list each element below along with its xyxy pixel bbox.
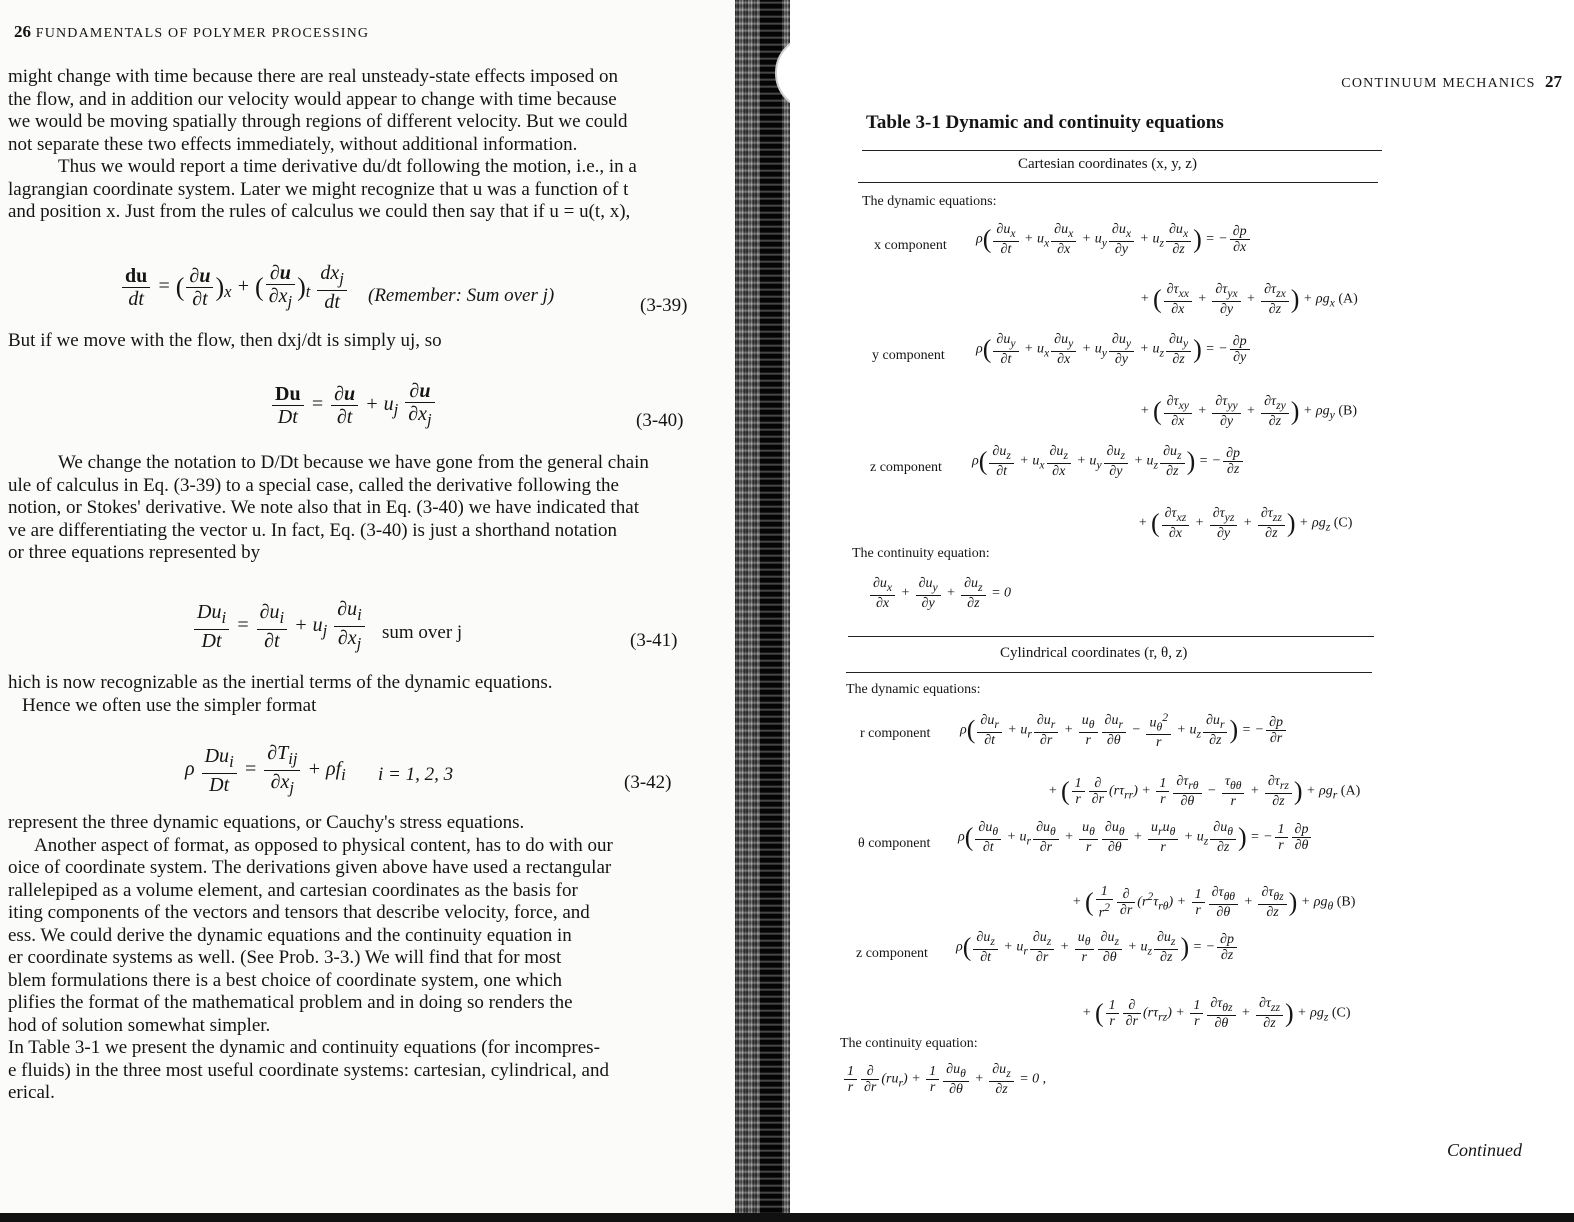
cylindrical-r-equation-line2: + ( $\frac{1}{r}$ $\frac{\partial}{\partial r}$ $(r\tau_{rr})$ + $\frac{1}{r}$ $\frac{\partial\tau_{r\theta}}{\partial\theta}$ − $\frac{\tau_{\theta\theta}}{r}$ + $\frac{\partial\tau_{rz}}{\partial z}$ ) + $\rho g_r$ (A) bbox=[1048, 774, 1361, 809]
cartesian-continuity-label: The continuity equation: bbox=[852, 546, 990, 561]
equation-3-39-remark: (Remember: Sum over j) bbox=[368, 285, 555, 306]
equation-3-40: $\frac{Du}{Dt}$ = $\frac{\partial u}{\partial t}$ + $u_j$ $\frac{\partial u}{\partial x_j}$ bbox=[270, 380, 437, 431]
bottom-edge-rule bbox=[0, 1213, 1574, 1222]
text-line: Hence we often use the simpler format bbox=[22, 694, 317, 716]
cylindrical-z-equation-line1: ρ( $\frac{\partial u_z}{\partial t}$ + $u_r$ $\frac{\partial u_z}{\partial r}$ + $\frac{u_\theta}{r}$ $\frac{\partial u_z}{\partial\theta}$ + $u_z$ $\frac{\partial u_z}{\partial z}$ ) = − $\frac{\partial p}{\partial z}$ bbox=[956, 930, 1239, 965]
cylindrical-theta-label: θ component bbox=[858, 836, 931, 851]
equation-3-41-number: (3-41) bbox=[630, 630, 678, 651]
text-line: lagrangian coordinate system. Later we might recognize that u was a function of t bbox=[8, 178, 629, 200]
cartesian-tag-b: (B) bbox=[1338, 403, 1357, 419]
table-title: Table 3-1 Dynamic and continuity equations bbox=[866, 112, 1224, 133]
cartesian-heading-rule bbox=[858, 182, 1378, 183]
text-line: ve are differentiating the vector u. In fact, Eq. (3-40) is just a shorthand notation bbox=[8, 519, 618, 541]
cartesian-y-equation-line2: + ( $\frac{\partial\tau_{xy}}{\partial x}$ + $\frac{\partial\tau_{yy}}{\partial y}$ + $\frac{\partial\tau_{zy}}{\partial z}$ ) + $\rho g_y$ (B) bbox=[1140, 394, 1357, 429]
text-line: the flow, and in addition our velocity would appear to change with time because bbox=[8, 88, 617, 110]
cylindrical-heading: Cylindrical coordinates (r, θ, z) bbox=[1000, 645, 1188, 661]
equation-3-39: $\frac{du}{dt}$ = ( $\frac{\partial u}{\partial t}$ )$_x$ + ( $\frac{\partial u}{\partial x_j}$ )$_t$ $\frac{dx_j}{dt}$ bbox=[120, 262, 349, 313]
paragraph-4 bbox=[8, 672, 708, 717]
cartesian-z-equation-line2: + ( $\frac{\partial\tau_{xz}}{\partial x}$ + $\frac{\partial\tau_{yz}}{\partial y}$ + $\frac{\partial\tau_{zz}}{\partial z}$ ) + $\rho g_z$ (C) bbox=[1138, 506, 1353, 541]
cartesian-heading: Cartesian coordinates (x, y, z) bbox=[1018, 156, 1197, 172]
line-after-3-39: But if we move with the flow, then dxj/dt is simply uj, so bbox=[8, 330, 442, 351]
cylindrical-continuity-label: The continuity equation: bbox=[840, 1036, 978, 1051]
equation-3-39-number: (3-39) bbox=[640, 295, 688, 316]
text-line: Thus we would report a time derivative du/dt following the motion, i.e., in a bbox=[58, 156, 637, 177]
paragraph-5 bbox=[8, 812, 708, 1105]
text-line: might change with time because there are real unsteady-state effects imposed on bbox=[8, 66, 619, 87]
text-line: iting components of the vectors and tensors that describe velocity, force, and bbox=[8, 902, 590, 923]
text-line: rallelepiped as a volume element, and cartesian coordinates as the basis for bbox=[8, 879, 578, 901]
text-line: blem formulations there is a best choice of coordinate system, one which bbox=[8, 969, 563, 991]
right-page-header bbox=[1341, 72, 1562, 92]
text-line: e fluids) in the three most useful coordinate systems: cartesian, cylindrical, and bbox=[8, 1059, 609, 1081]
equation-3-41: $\frac{Du_i}{Dt}$ = $\frac{\partial u_i}{\partial t}$ + $u_j$ $\frac{\partial u_i}{\partial x_j}$ bbox=[192, 598, 367, 655]
cylindrical-r-label: r component bbox=[860, 726, 931, 741]
text-line: hod of solution somewhat simpler. bbox=[8, 1014, 271, 1036]
table-top-rule bbox=[862, 150, 1382, 151]
cartesian-x-label: x component bbox=[874, 238, 947, 253]
equation-3-42-range: i = 1, 2, 3 bbox=[378, 764, 454, 785]
cylindrical-theta-equation-line1: ρ( $\frac{\partial u_\theta}{\partial t}$ + $u_r$ $\frac{\partial u_\theta}{\partial r}$ + $\frac{u_\theta}{r}$ $\frac{\partial u_\theta}{\partial\theta}$ + $\frac{u_ru_\theta}{r}$ + $u_z$ $\frac{\partial u_\theta}{\partial z}$ ) = − $\frac{1}{r}$ $\frac{\partial p}{\partial\theta}$ bbox=[958, 820, 1313, 855]
text-line: we would be moving spatially through regions of different velocity. But we could bbox=[8, 111, 628, 132]
text-line: notion, or Stokes' derivative. We note also that in Eq. (3-40) we have indicated that bbox=[8, 497, 640, 518]
cartesian-z-label: z component bbox=[870, 460, 942, 475]
text-line: or three equations represented by bbox=[8, 542, 261, 563]
left-running-title: FUNDAMENTALS OF POLYMER PROCESSING bbox=[35, 26, 370, 41]
text-line: hich is now recognizable as the inertial terms of the dynamic equations. bbox=[8, 672, 553, 693]
text-line: not separate these two effects immediately, without additional information. bbox=[8, 133, 578, 155]
text-line: represent the three dynamic equations, or Cauchy's stress equations. bbox=[8, 812, 525, 833]
left-page-number: 26 bbox=[14, 22, 31, 41]
cylindrical-z-equation-line2: + ( $\frac{1}{r}$ $\frac{\partial}{\partial r}$ $(r\tau_{rz})$ + $\frac{1}{r}$ $\frac{\partial\tau_{\theta z}}{\partial\theta}$ + $\frac{\partial\tau_{zz}}{\partial z}$ ) + $\rho g_z$ (C) bbox=[1082, 996, 1351, 1031]
text-line: erical. bbox=[8, 1082, 55, 1103]
text-line: and position x. Just from the rules of calculus we could then say that if u = u(t, x), bbox=[8, 201, 631, 222]
equation-3-41-remark: sum over j bbox=[382, 622, 463, 643]
cylindrical-tag-a: (A) bbox=[1340, 783, 1361, 799]
right-page-number: 27 bbox=[1545, 72, 1562, 91]
text-line: ule of calculus in Eq. (3-39) to a special case, called the derivative following the bbox=[8, 474, 619, 496]
cylindrical-r-equation-line1: ρ( $\frac{\partial u_r}{\partial t}$ + $u_r$ $\frac{\partial u_r}{\partial r}$ + $\frac{u_\theta}{r}$ $\frac{\partial u_r}{\partial\theta}$ − $\frac{u_\theta^2}{r}$ + $u_z$ $\frac{\partial u_r}{\partial z}$ ) = − $\frac{\partial p}{\partial r}$ bbox=[960, 710, 1288, 750]
equation-3-42: ρ $\frac{Du_i}{Dt}$ = $\frac{\partial T_{ij}}{\partial x_j}$ + $\rho f_i$ bbox=[185, 742, 346, 797]
cartesian-continuity-equation: $\frac{\partial u_x}{\partial x}$ + $\frac{\partial u_y}{\partial y}$ + $\frac{\partial u_z}{\partial z}$ = 0 bbox=[868, 576, 1011, 611]
cylindrical-tag-c: (C) bbox=[1331, 1005, 1351, 1021]
text-line: We change the notation to D/Dt because we have gone from the general chain bbox=[58, 452, 649, 473]
cartesian-tag-c: (C) bbox=[1333, 515, 1353, 531]
cartesian-y-equation-line1: ρ( $\frac{\partial u_y}{\partial t}$ + $u_x$ $\frac{\partial u_y}{\partial x}$ + $u_y$ $\frac{\partial u_y}{\partial y}$ + $u_z$ $\frac{\partial u_y}{\partial z}$ ) = − $\frac{\partial p}{\partial y}$ bbox=[976, 332, 1252, 367]
continued-note: Continued bbox=[1447, 1140, 1522, 1160]
text-line: oice of coordinate system. The derivations given above have used a rectangular bbox=[8, 857, 612, 878]
text-line: Another aspect of format, as opposed to physical content, has to do with our bbox=[34, 834, 613, 856]
right-running-title: CONTINUUM MECHANICS bbox=[1341, 76, 1536, 91]
cylindrical-theta-equation-line2: + ( $\frac{1}{r^2}$ $\frac{\partial}{\partial r}$ $(r^2\tau_{r\theta})$ + $\frac{1}{r}$ $\frac{\partial\tau_{\theta\theta}}{\partial\theta}$ + $\frac{\partial\tau_{\theta z}}{\partial z}$ ) + $\rho g_\theta$ (B) bbox=[1072, 884, 1356, 921]
cartesian-x-equation-line2: + ( $\frac{\partial\tau_{xx}}{\partial x}$ + $\frac{\partial\tau_{yx}}{\partial y}$ + $\frac{\partial\tau_{zx}}{\partial z}$ ) + $\rho g_x$ (A) bbox=[1140, 282, 1358, 317]
cartesian-z-equation-line1: ρ( $\frac{\partial u_z}{\partial t}$ + $u_x$ $\frac{\partial u_z}{\partial x}$ + $u_y$ $\frac{\partial u_z}{\partial y}$ + $u_z$ $\frac{\partial u_z}{\partial z}$ ) = − $\frac{\partial p}{\partial z}$ bbox=[972, 444, 1245, 479]
cylindrical-top-rule bbox=[848, 636, 1374, 637]
cylindrical-heading-rule bbox=[846, 672, 1372, 673]
equation-3-42-number: (3-42) bbox=[624, 772, 672, 793]
text-line: er coordinate systems as well. (See Prob. 3-3.) We will find that for most bbox=[8, 947, 562, 968]
cartesian-y-label: y component bbox=[872, 348, 945, 363]
cylindrical-dynamic-label: The dynamic equations: bbox=[846, 682, 981, 697]
cylindrical-z-label: z component bbox=[856, 946, 928, 961]
paragraph-3 bbox=[8, 452, 708, 565]
cartesian-tag-a: (A) bbox=[1338, 291, 1358, 307]
text-line: In Table 3-1 we present the dynamic and continuity equations (for incompres- bbox=[8, 1037, 600, 1058]
right-page bbox=[790, 0, 1574, 1222]
text-line: ess. We could derive the dynamic equations and the continuity equation in bbox=[8, 924, 572, 946]
paragraph-1 bbox=[8, 66, 708, 224]
cylindrical-tag-b: (B) bbox=[1336, 894, 1356, 910]
cartesian-x-equation-line1: ρ( $\frac{\partial u_x}{\partial t}$ + $u_x$ $\frac{\partial u_x}{\partial x}$ + $u_y$ $\frac{\partial u_x}{\partial y}$ + $u_z$ $\frac{\partial u_x}{\partial z}$ ) = − $\frac{\partial p}{\partial x}$ bbox=[976, 222, 1252, 257]
left-page-header bbox=[14, 22, 369, 42]
text-line: plifies the format of the mathematical problem and in doing so renders the bbox=[8, 992, 573, 1013]
cylindrical-continuity-equation: $\frac{1}{r}$ $\frac{\partial}{\partial r}$ $(ru_r)$ + $\frac{1}{r}$ $\frac{\partial u_\theta}{\partial\theta}$ + $\frac{\partial u_z}{\partial z}$ = 0 , bbox=[842, 1062, 1046, 1097]
equation-3-40-number: (3-40) bbox=[636, 410, 684, 431]
left-page bbox=[0, 0, 745, 1222]
cartesian-dynamic-label: The dynamic equations: bbox=[862, 194, 997, 209]
